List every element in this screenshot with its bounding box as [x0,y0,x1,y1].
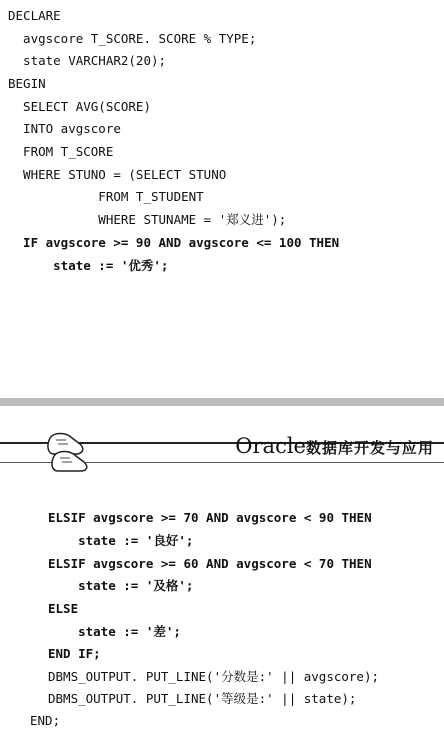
book-header [0,406,444,482]
code-line: IF avgscore >= 90 AND avgscore <= 100 THEN [8,235,340,250]
code-line: state := '优秀'; [8,258,169,273]
header-title-latin: Oracle [235,434,306,458]
code-line: BEGIN [8,76,46,91]
code-line: DBMS_OUTPUT. PUT_LINE('分数是:' || avgscore); [48,669,379,684]
header-title-cn: 数据库开发与应用 [305,439,434,457]
code-line: ELSIF avgscore >= 60 AND avgscore < 70 THEN [48,556,372,571]
code-line: DECLARE [8,8,61,23]
code-line: FROM T_STUDENT [8,189,204,204]
code-page-bottom [0,406,444,731]
code-line: INTO avgscore [8,121,121,136]
code-line: ELSE [48,601,79,616]
header-title [235,434,434,458]
page-separator [0,398,444,406]
code-line: FROM T_SCORE [8,144,114,159]
code-line: avgscore T_SCORE. SCORE % TYPE; [8,31,257,46]
code-line: state VARCHAR2(20); [8,53,167,68]
sneakers-icon [44,426,94,472]
code-line: SELECT AVG(SCORE) [8,99,151,114]
code-line: ELSIF avgscore >= 70 AND avgscore < 90 THEN [48,510,372,525]
code-line: state := '及格'; [48,578,194,593]
code-line: WHERE STUNO = (SELECT STUNO [8,167,227,182]
code-line: state := '差'; [48,624,181,639]
code-line: END IF; [48,646,101,661]
code-line: END; [30,713,61,728]
code-line: state := '良好'; [48,533,194,548]
code-line: WHERE STUNAME = '郑义进'); [8,212,287,227]
code-line: DBMS_OUTPUT. PUT_LINE('等级是:' || state); [48,691,357,706]
